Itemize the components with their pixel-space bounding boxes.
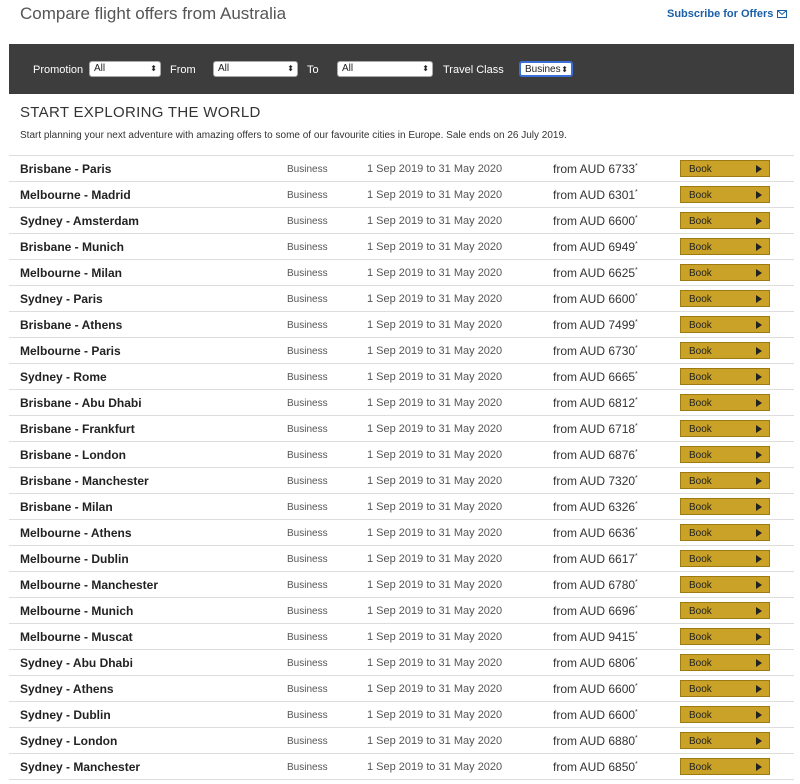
offer-dates: 1 Sep 2019 to 31 May 2020 xyxy=(367,605,503,617)
book-label: Book xyxy=(689,424,712,435)
offer-price xyxy=(553,682,638,696)
offer-row xyxy=(9,364,794,390)
offer-class: Business xyxy=(287,632,328,643)
book-button[interactable] xyxy=(680,186,770,203)
arrow-right-icon xyxy=(756,399,762,407)
travel-class-select[interactable] xyxy=(519,61,573,77)
book-button[interactable] xyxy=(680,680,770,697)
offer-dates: 1 Sep 2019 to 31 May 2020 xyxy=(367,579,503,591)
offer-dates: 1 Sep 2019 to 31 May 2020 xyxy=(367,761,503,773)
price-footnote-mark: * xyxy=(635,371,638,378)
book-button[interactable] xyxy=(680,628,770,645)
offer-price-value: from AUD 6696 xyxy=(553,604,636,618)
to-value: All xyxy=(342,63,354,74)
page-title: Compare flight offers from Australia xyxy=(20,4,287,23)
offer-row xyxy=(9,728,794,754)
offer-price xyxy=(553,188,638,202)
offer-dates: 1 Sep 2019 to 31 May 2020 xyxy=(367,631,503,643)
from-value: All xyxy=(218,63,230,74)
offer-class: Business xyxy=(287,736,328,747)
book-button[interactable] xyxy=(680,394,770,411)
offer-row xyxy=(9,156,794,182)
offer-dates: 1 Sep 2019 to 31 May 2020 xyxy=(367,267,503,279)
book-label: Book xyxy=(689,268,712,279)
price-footnote-mark: * xyxy=(635,501,638,508)
offer-route: Brisbane - Paris xyxy=(20,162,112,176)
offer-dates: 1 Sep 2019 to 31 May 2020 xyxy=(367,397,503,409)
book-button[interactable] xyxy=(680,264,770,281)
arrow-right-icon xyxy=(756,425,762,433)
book-button[interactable] xyxy=(680,654,770,671)
offer-class: Business xyxy=(287,450,328,461)
book-label: Book xyxy=(689,632,712,643)
offer-price-value: from AUD 6880 xyxy=(553,734,636,748)
offer-route: Sydney - London xyxy=(20,734,118,748)
offer-route: Brisbane - Abu Dhabi xyxy=(20,396,142,410)
arrow-right-icon xyxy=(756,685,762,693)
offer-dates: 1 Sep 2019 to 31 May 2020 xyxy=(367,657,503,669)
offer-row xyxy=(9,338,794,364)
promotion-value: All xyxy=(94,63,106,74)
price-footnote-mark: * xyxy=(635,241,638,248)
offer-class: Business xyxy=(287,320,328,331)
arrow-right-icon xyxy=(756,165,762,173)
offer-price-value: from AUD 6600 xyxy=(553,708,636,722)
book-label: Book xyxy=(689,190,712,201)
book-label: Book xyxy=(689,346,712,357)
book-button[interactable] xyxy=(680,498,770,515)
offer-dates: 1 Sep 2019 to 31 May 2020 xyxy=(367,371,503,383)
price-footnote-mark: * xyxy=(635,709,638,716)
book-label: Book xyxy=(689,242,712,253)
offer-class: Business xyxy=(287,268,328,279)
travel-class-label: Travel Class xyxy=(443,64,504,76)
offer-row xyxy=(9,286,794,312)
price-footnote-mark: * xyxy=(635,423,638,430)
arrow-right-icon xyxy=(756,191,762,199)
offers-list xyxy=(9,155,794,780)
offer-price xyxy=(553,734,638,748)
book-label: Book xyxy=(689,398,712,409)
book-label: Book xyxy=(689,450,712,461)
price-footnote-mark: * xyxy=(635,189,638,196)
offer-route: Brisbane - Athens xyxy=(20,318,123,332)
book-button[interactable] xyxy=(680,550,770,567)
book-label: Book xyxy=(689,164,712,175)
offer-class: Business xyxy=(287,580,328,591)
subscribe-label: Subscribe for Offers xyxy=(667,8,774,20)
offer-route: Brisbane - Munich xyxy=(20,240,125,254)
offer-row xyxy=(9,572,794,598)
offer-route: Sydney - Manchester xyxy=(20,760,141,774)
offer-class: Business xyxy=(287,658,328,669)
offer-price xyxy=(553,526,638,540)
offer-route: Melbourne - Munich xyxy=(20,604,134,618)
price-footnote-mark: * xyxy=(635,579,638,586)
offer-class: Business xyxy=(287,762,328,773)
offer-price-value: from AUD 6718 xyxy=(553,422,636,436)
offer-price xyxy=(553,448,638,462)
offer-price-value: from AUD 6600 xyxy=(553,214,636,228)
book-label: Book xyxy=(689,762,712,773)
offer-price xyxy=(553,162,638,176)
filter-bar xyxy=(9,44,794,94)
book-label: Book xyxy=(689,372,712,383)
arrow-right-icon xyxy=(756,555,762,563)
offer-dates: 1 Sep 2019 to 31 May 2020 xyxy=(367,241,503,253)
book-button[interactable] xyxy=(680,758,770,775)
offer-class: Business xyxy=(287,164,328,175)
price-footnote-mark: * xyxy=(635,631,638,638)
arrow-right-icon xyxy=(756,451,762,459)
offer-row xyxy=(9,702,794,728)
offer-route: Sydney - Paris xyxy=(20,292,103,306)
subscribe-link[interactable] xyxy=(667,8,787,20)
book-label: Book xyxy=(689,294,712,305)
book-label: Book xyxy=(689,710,712,721)
offer-price-value: from AUD 6850 xyxy=(553,760,636,774)
book-button[interactable] xyxy=(680,238,770,255)
offer-route: Brisbane - Manchester xyxy=(20,474,149,488)
arrow-right-icon xyxy=(756,581,762,589)
offer-price xyxy=(553,500,638,514)
book-button[interactable] xyxy=(680,576,770,593)
offer-row xyxy=(9,390,794,416)
book-label: Book xyxy=(689,320,712,331)
offer-price-value: from AUD 6301 xyxy=(553,188,636,202)
book-label: Book xyxy=(689,684,712,695)
offer-route: Sydney - Rome xyxy=(20,370,107,384)
offer-price-value: from AUD 6665 xyxy=(553,370,636,384)
offer-price xyxy=(553,604,638,618)
to-select[interactable] xyxy=(337,61,433,77)
price-footnote-mark: * xyxy=(635,345,638,352)
book-button[interactable] xyxy=(680,368,770,385)
offer-row xyxy=(9,494,794,520)
offer-row xyxy=(9,650,794,676)
offer-dates: 1 Sep 2019 to 31 May 2020 xyxy=(367,501,503,513)
promotion-select[interactable] xyxy=(89,61,161,77)
arrow-right-icon xyxy=(756,711,762,719)
price-footnote-mark: * xyxy=(635,735,638,742)
offer-dates: 1 Sep 2019 to 31 May 2020 xyxy=(367,709,503,721)
offer-class: Business xyxy=(287,684,328,695)
offer-class: Business xyxy=(287,424,328,435)
offer-price xyxy=(553,474,638,488)
offer-price xyxy=(553,630,638,644)
offer-price xyxy=(553,214,638,228)
offer-route: Sydney - Abu Dhabi xyxy=(20,656,133,670)
offer-dates: 1 Sep 2019 to 31 May 2020 xyxy=(367,527,503,539)
offer-route: Sydney - Athens xyxy=(20,682,114,696)
offer-class: Business xyxy=(287,372,328,383)
offer-row xyxy=(9,416,794,442)
book-label: Book xyxy=(689,554,712,565)
offer-price-value: from AUD 6812 xyxy=(553,396,636,410)
offer-dates: 1 Sep 2019 to 31 May 2020 xyxy=(367,735,503,747)
offer-route: Brisbane - London xyxy=(20,448,126,462)
price-footnote-mark: * xyxy=(635,553,638,560)
arrow-right-icon xyxy=(756,659,762,667)
price-footnote-mark: * xyxy=(635,215,638,222)
offer-dates: 1 Sep 2019 to 31 May 2020 xyxy=(367,215,503,227)
offer-row xyxy=(9,260,794,286)
book-label: Book xyxy=(689,658,712,669)
offer-price xyxy=(553,656,638,670)
offer-dates: 1 Sep 2019 to 31 May 2020 xyxy=(367,163,503,175)
offer-price-value: from AUD 6600 xyxy=(553,682,636,696)
book-label: Book xyxy=(689,502,712,513)
offer-row xyxy=(9,754,794,780)
arrow-right-icon xyxy=(756,347,762,355)
offer-price-value: from AUD 6617 xyxy=(553,552,636,566)
offer-route: Melbourne - Milan xyxy=(20,266,122,280)
offer-class: Business xyxy=(287,190,328,201)
travel-class-value: Busines xyxy=(525,64,561,75)
arrow-right-icon xyxy=(756,243,762,251)
select-arrows-icon: ⬍ xyxy=(422,64,429,73)
offer-price-value: from AUD 6600 xyxy=(553,292,636,306)
section-intro: Start planning your next adventure with amazing offers to some of our favourite cities in Europe. Sale ends on 26 July 2019. xyxy=(20,130,567,141)
offer-row xyxy=(9,468,794,494)
book-label: Book xyxy=(689,216,712,227)
book-button[interactable] xyxy=(680,160,770,177)
arrow-right-icon xyxy=(756,269,762,277)
price-footnote-mark: * xyxy=(635,761,638,768)
envelope-icon xyxy=(777,10,787,18)
from-select[interactable] xyxy=(213,61,298,77)
book-button[interactable] xyxy=(680,342,770,359)
arrow-right-icon xyxy=(756,295,762,303)
price-footnote-mark: * xyxy=(635,657,638,664)
offer-price-value: from AUD 7320 xyxy=(553,474,636,488)
offer-dates: 1 Sep 2019 to 31 May 2020 xyxy=(367,449,503,461)
offer-route: Melbourne - Athens xyxy=(20,526,132,540)
offer-route: Sydney - Amsterdam xyxy=(20,214,139,228)
offer-dates: 1 Sep 2019 to 31 May 2020 xyxy=(367,319,503,331)
arrow-right-icon xyxy=(756,217,762,225)
offer-price-value: from AUD 7499 xyxy=(553,318,636,332)
arrow-right-icon xyxy=(756,607,762,615)
price-footnote-mark: * xyxy=(635,475,638,482)
offer-class: Business xyxy=(287,346,328,357)
book-label: Book xyxy=(689,606,712,617)
price-footnote-mark: * xyxy=(635,267,638,274)
offer-route: Melbourne - Dublin xyxy=(20,552,129,566)
book-label: Book xyxy=(689,580,712,591)
offer-route: Brisbane - Milan xyxy=(20,500,113,514)
book-button[interactable] xyxy=(680,706,770,723)
offer-price-value: from AUD 6876 xyxy=(553,448,636,462)
offer-row xyxy=(9,546,794,572)
offer-class: Business xyxy=(287,710,328,721)
offer-dates: 1 Sep 2019 to 31 May 2020 xyxy=(367,475,503,487)
offer-route: Brisbane - Frankfurt xyxy=(20,422,135,436)
offer-price xyxy=(553,552,638,566)
offer-row xyxy=(9,182,794,208)
arrow-right-icon xyxy=(756,477,762,485)
offer-class: Business xyxy=(287,294,328,305)
book-button[interactable] xyxy=(680,212,770,229)
offer-row xyxy=(9,312,794,338)
price-footnote-mark: * xyxy=(635,397,638,404)
price-footnote-mark: * xyxy=(635,319,638,326)
offer-row xyxy=(9,624,794,650)
from-label: From xyxy=(170,64,196,76)
book-label: Book xyxy=(689,528,712,539)
offer-price xyxy=(553,396,638,410)
arrow-right-icon xyxy=(756,373,762,381)
offer-class: Business xyxy=(287,242,328,253)
book-button[interactable] xyxy=(680,602,770,619)
offer-route: Melbourne - Manchester xyxy=(20,578,159,592)
offer-row xyxy=(9,442,794,468)
offer-dates: 1 Sep 2019 to 31 May 2020 xyxy=(367,553,503,565)
offer-row xyxy=(9,520,794,546)
select-arrows-icon: ⬍ xyxy=(150,64,157,73)
arrow-right-icon xyxy=(756,529,762,537)
offer-class: Business xyxy=(287,554,328,565)
offer-class: Business xyxy=(287,398,328,409)
offer-dates: 1 Sep 2019 to 31 May 2020 xyxy=(367,345,503,357)
book-button[interactable] xyxy=(680,472,770,489)
offer-price xyxy=(553,344,638,358)
book-button[interactable] xyxy=(680,446,770,463)
offer-dates: 1 Sep 2019 to 31 May 2020 xyxy=(367,293,503,305)
offer-dates: 1 Sep 2019 to 31 May 2020 xyxy=(367,683,503,695)
arrow-right-icon xyxy=(756,321,762,329)
offer-price-value: from AUD 6636 xyxy=(553,526,636,540)
select-arrows-icon: ⬍ xyxy=(561,65,568,74)
offer-price-value: from AUD 6780 xyxy=(553,578,636,592)
offer-class: Business xyxy=(287,476,328,487)
price-footnote-mark: * xyxy=(635,527,638,534)
book-button[interactable] xyxy=(680,316,770,333)
offer-class: Business xyxy=(287,606,328,617)
price-footnote-mark: * xyxy=(635,449,638,456)
offer-price-value: from AUD 6326 xyxy=(553,500,636,514)
intro-section xyxy=(20,104,780,141)
offer-price-value: from AUD 6733 xyxy=(553,162,636,176)
price-footnote-mark: * xyxy=(635,683,638,690)
offer-route: Melbourne - Paris xyxy=(20,344,121,358)
book-button[interactable] xyxy=(680,420,770,437)
offer-route: Sydney - Dublin xyxy=(20,708,111,722)
section-heading: START EXPLORING THE WORLD xyxy=(20,104,261,121)
book-button[interactable] xyxy=(680,290,770,307)
select-arrows-icon: ⬍ xyxy=(287,64,294,73)
book-label: Book xyxy=(689,476,712,487)
price-footnote-mark: * xyxy=(635,605,638,612)
offer-price-value: from AUD 9415 xyxy=(553,630,636,644)
offer-row xyxy=(9,234,794,260)
offer-price xyxy=(553,578,638,592)
to-label: To xyxy=(307,64,319,76)
arrow-right-icon xyxy=(756,737,762,745)
offer-class: Business xyxy=(287,502,328,513)
price-footnote-mark: * xyxy=(635,293,638,300)
price-footnote-mark: * xyxy=(635,163,638,170)
offer-price xyxy=(553,318,638,332)
arrow-right-icon xyxy=(756,633,762,641)
offer-price-value: from AUD 6949 xyxy=(553,240,636,254)
offer-price xyxy=(553,708,638,722)
offer-price xyxy=(553,422,638,436)
offer-price-value: from AUD 6625 xyxy=(553,266,636,280)
offer-price-value: from AUD 6730 xyxy=(553,344,636,358)
offer-price xyxy=(553,760,638,774)
book-button[interactable] xyxy=(680,524,770,541)
offer-route: Melbourne - Madrid xyxy=(20,188,131,202)
arrow-right-icon xyxy=(756,503,762,511)
offer-price xyxy=(553,240,638,254)
book-button[interactable] xyxy=(680,732,770,749)
offer-row xyxy=(9,598,794,624)
offer-row xyxy=(9,208,794,234)
promotion-label: Promotion xyxy=(33,64,84,76)
offer-price xyxy=(553,370,638,384)
offer-price xyxy=(553,266,638,280)
offer-row xyxy=(9,676,794,702)
arrow-right-icon xyxy=(756,763,762,771)
offer-class: Business xyxy=(287,216,328,227)
offer-route: Melbourne - Muscat xyxy=(20,630,133,644)
offer-price-value: from AUD 6806 xyxy=(553,656,636,670)
offer-dates: 1 Sep 2019 to 31 May 2020 xyxy=(367,423,503,435)
book-label: Book xyxy=(689,736,712,747)
offer-price xyxy=(553,292,638,306)
offer-class: Business xyxy=(287,528,328,539)
offer-dates: 1 Sep 2019 to 31 May 2020 xyxy=(367,189,503,201)
